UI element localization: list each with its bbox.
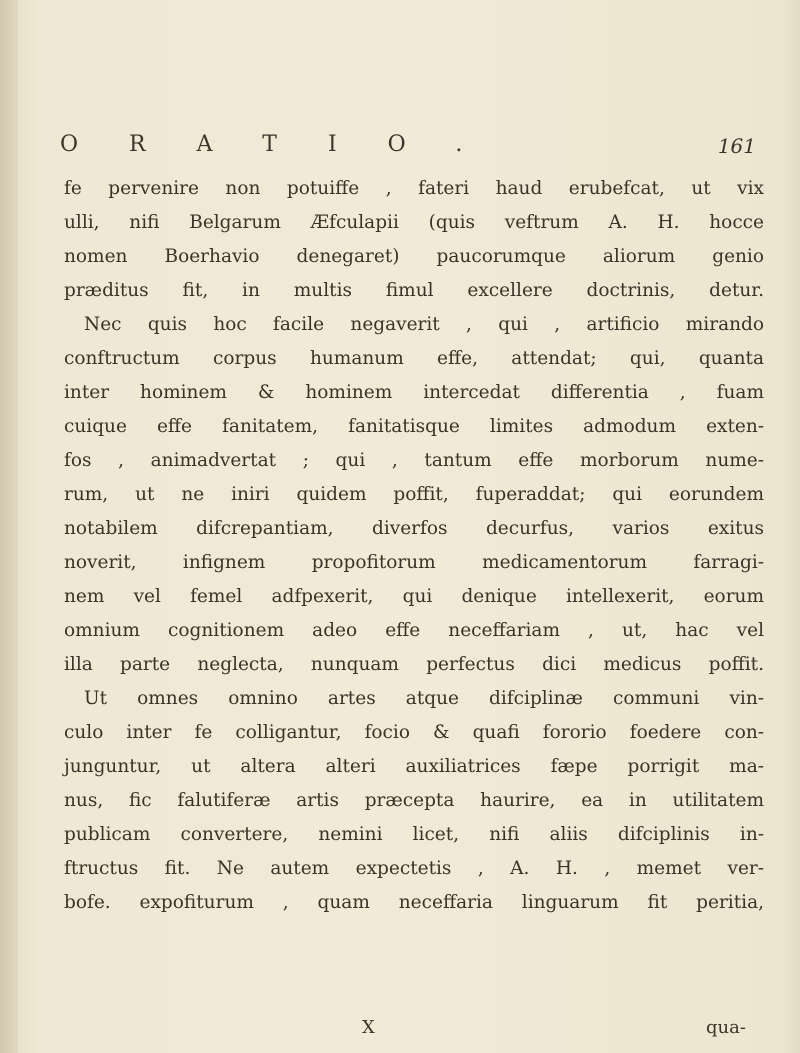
page-number: 161 bbox=[717, 134, 756, 158]
text-line: cuique effe fanitatem, fanitatisque limites admodum exten- bbox=[64, 416, 764, 437]
page-footer bbox=[0, 1017, 800, 1047]
text-line: ftructus fit. Ne autem expectetis , A. H. , memet ver- bbox=[64, 858, 764, 879]
text-line: publicam convertere, nemini licet, nifi aliis difciplinis in- bbox=[64, 824, 764, 845]
text-line: fos , animadvertat ; qui , tantum effe morborum nume- bbox=[64, 450, 764, 471]
text-line: Ut omnes omnino artes atque difciplinæ communi vin- bbox=[84, 688, 764, 709]
text-line: notabilem difcrepantiam, diverfos decurfus, varios exitus bbox=[64, 518, 764, 539]
text-line: nus, fic falutiferæ artis præcepta haurire, ea in utilitatem bbox=[64, 790, 764, 811]
text-line: nem vel femel adfpexerit, qui denique intellexerit, eorum bbox=[64, 586, 764, 607]
text-line: noverit, infignem propofitorum medicamentorum farragi- bbox=[64, 552, 764, 573]
text-line: inter hominem & hominem intercedat differentia , fuam bbox=[64, 382, 764, 403]
signature-mark: X bbox=[362, 1017, 375, 1038]
text-line: nomen Boerhavio denegaret) paucorumque aliorum genio bbox=[64, 246, 764, 267]
text-line: conftructum corpus humanum effe, attendat; qui, quanta bbox=[64, 348, 764, 369]
text-line: fe pervenire non potuiffe , fateri haud erubefcat, ut vix bbox=[64, 178, 764, 199]
text-line: junguntur, ut altera alteri auxiliatrices fæpe porrigit ma- bbox=[64, 756, 764, 777]
text-line: illa parte neglecta, nunquam perfectus dici medicus poffit. bbox=[64, 654, 764, 675]
catchword: qua- bbox=[706, 1017, 746, 1038]
text-line: omnium cognitionem adeo effe neceffariam , ut, hac vel bbox=[64, 620, 764, 641]
page-header bbox=[60, 132, 760, 162]
book-spine-shadow bbox=[0, 0, 18, 1053]
text-line: præditus fit, in multis fimul excellere doctrinis, detur. bbox=[64, 280, 764, 301]
text-line: Nec quis hoc facile negaverit , qui , artificio mirando bbox=[84, 314, 764, 335]
text-line: rum, ut ne iniri quidem poffit, fuperaddat; qui eorundem bbox=[64, 484, 764, 505]
text-line: culo inter fe colligantur, focio & quafi fororio foedere con- bbox=[64, 722, 764, 743]
text-line: bofe. expofiturum , quam neceffaria linguarum fit peritia, bbox=[64, 892, 764, 913]
running-title: ORATIO. bbox=[60, 132, 514, 157]
text-line: ulli, nifi Belgarum Æfculapii (quis veftrum A. H. hocce bbox=[64, 212, 764, 233]
